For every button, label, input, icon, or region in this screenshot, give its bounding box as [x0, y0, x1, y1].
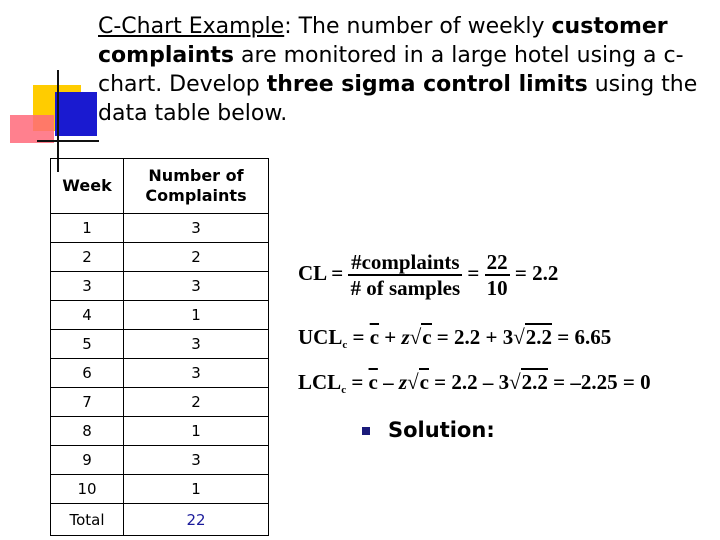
lcl-cbar-radicand: c: [419, 370, 429, 394]
table-row: [51, 243, 269, 272]
bullet-icon: [362, 427, 370, 435]
logo-vertical-line: [57, 70, 59, 172]
title-heading: C-Chart Example: [98, 14, 285, 39]
lcl-label: LCL: [298, 370, 342, 394]
lcl-substitution: = 2.2 – 3: [434, 370, 510, 394]
lcl-equals: =: [351, 370, 364, 394]
ucl-equals: =: [352, 325, 365, 349]
header-week: Week: [51, 159, 124, 214]
ucl-cbar: $\overline{c}$: [369, 325, 380, 349]
ucl-result: = 6.65: [557, 325, 612, 349]
total-value: 22: [124, 504, 269, 536]
table-row: [51, 417, 269, 446]
week-cell: 7: [51, 388, 124, 417]
logo-horizontal-line: [37, 140, 99, 142]
table-row: [51, 359, 269, 388]
table-row: [51, 446, 269, 475]
lcl-formula: [298, 370, 651, 396]
title-text-3: using the data table below.: [98, 72, 698, 126]
ucl-sqrt-icon-2: √: [513, 325, 525, 349]
week-cell: 8: [51, 417, 124, 446]
cl-denominator-1: # of samples: [350, 276, 461, 300]
lcl-sqrt-icon: √: [407, 370, 419, 394]
table-row: [51, 214, 269, 243]
table-row: [51, 475, 269, 504]
week-cell: 4: [51, 301, 124, 330]
table-total-row: [51, 504, 269, 536]
logo-red-block: [10, 115, 54, 143]
ucl-subscript: c: [342, 339, 348, 351]
complaints-cell: 1: [124, 417, 269, 446]
cl-numerator-2: 22: [486, 250, 508, 274]
complaints-cell: 3: [124, 359, 269, 388]
ucl-sqrt-icon: √: [409, 325, 422, 349]
complaints-cell: 3: [124, 446, 269, 475]
title-text-1: : The number of weekly: [284, 14, 552, 39]
week-cell: 2: [51, 243, 124, 272]
cl-fraction-2: [485, 250, 510, 300]
table-header-row: [51, 159, 269, 214]
week-cell: 1: [51, 214, 124, 243]
cl-equals: =: [467, 260, 480, 285]
table-row: [51, 330, 269, 359]
ucl-substitution: = 2.2 + 3: [436, 325, 514, 349]
ucl-plus: +: [384, 325, 397, 349]
cl-fraction-1: [348, 250, 462, 300]
cl-numerator-1: #complaints: [348, 250, 462, 276]
logo-blue-block: [55, 92, 97, 136]
week-cell: 9: [51, 446, 124, 475]
lcl-radicand: 2.2: [521, 370, 548, 394]
table-row: [51, 272, 269, 301]
week-cell: 3: [51, 272, 124, 301]
week-cell: 5: [51, 330, 124, 359]
lcl-subscript: c: [341, 384, 347, 396]
cl-denominator-2: 10: [486, 276, 508, 300]
complaints-cell: 1: [124, 475, 269, 504]
lcl-result: = –2.25 = 0: [553, 370, 651, 394]
solution-label: Solution:: [388, 418, 495, 442]
table-row: [51, 388, 269, 417]
cl-formula: [298, 250, 558, 300]
complaints-cell: 3: [124, 330, 269, 359]
total-label: Total: [51, 504, 124, 536]
cl-result: = 2.2: [514, 260, 559, 285]
week-cell: 6: [51, 359, 124, 388]
lcl-minus: –: [383, 370, 394, 394]
ucl-label: UCL: [298, 325, 343, 349]
lcl-sqrt-icon-2: √: [509, 370, 521, 394]
lcl-cbar: $\overline{c}$: [368, 370, 378, 394]
header-complaints: Number of Complaints: [124, 159, 269, 214]
slide-title: [98, 12, 710, 128]
week-cell: 10: [51, 475, 124, 504]
complaints-cell: 2: [124, 388, 269, 417]
lcl-z: z: [398, 370, 408, 394]
ucl-formula: [298, 325, 611, 351]
ucl-z: z: [401, 325, 410, 349]
ucl-cbar-radicand: c: [422, 325, 432, 349]
title-bold-1: customer complaints: [98, 14, 668, 68]
title-bold-2: three sigma control limits: [266, 72, 588, 97]
complaints-table: [50, 158, 269, 536]
complaints-cell: 2: [124, 243, 269, 272]
table-row: [51, 301, 269, 330]
title-text-2: are monitored in a large hotel using a c-chart. Develop: [98, 43, 684, 97]
complaints-cell: 3: [124, 214, 269, 243]
ucl-radicand: 2.2: [525, 325, 553, 349]
complaints-cell: 1: [124, 301, 269, 330]
complaints-cell: 3: [124, 272, 269, 301]
cl-label: CL =: [298, 260, 344, 285]
